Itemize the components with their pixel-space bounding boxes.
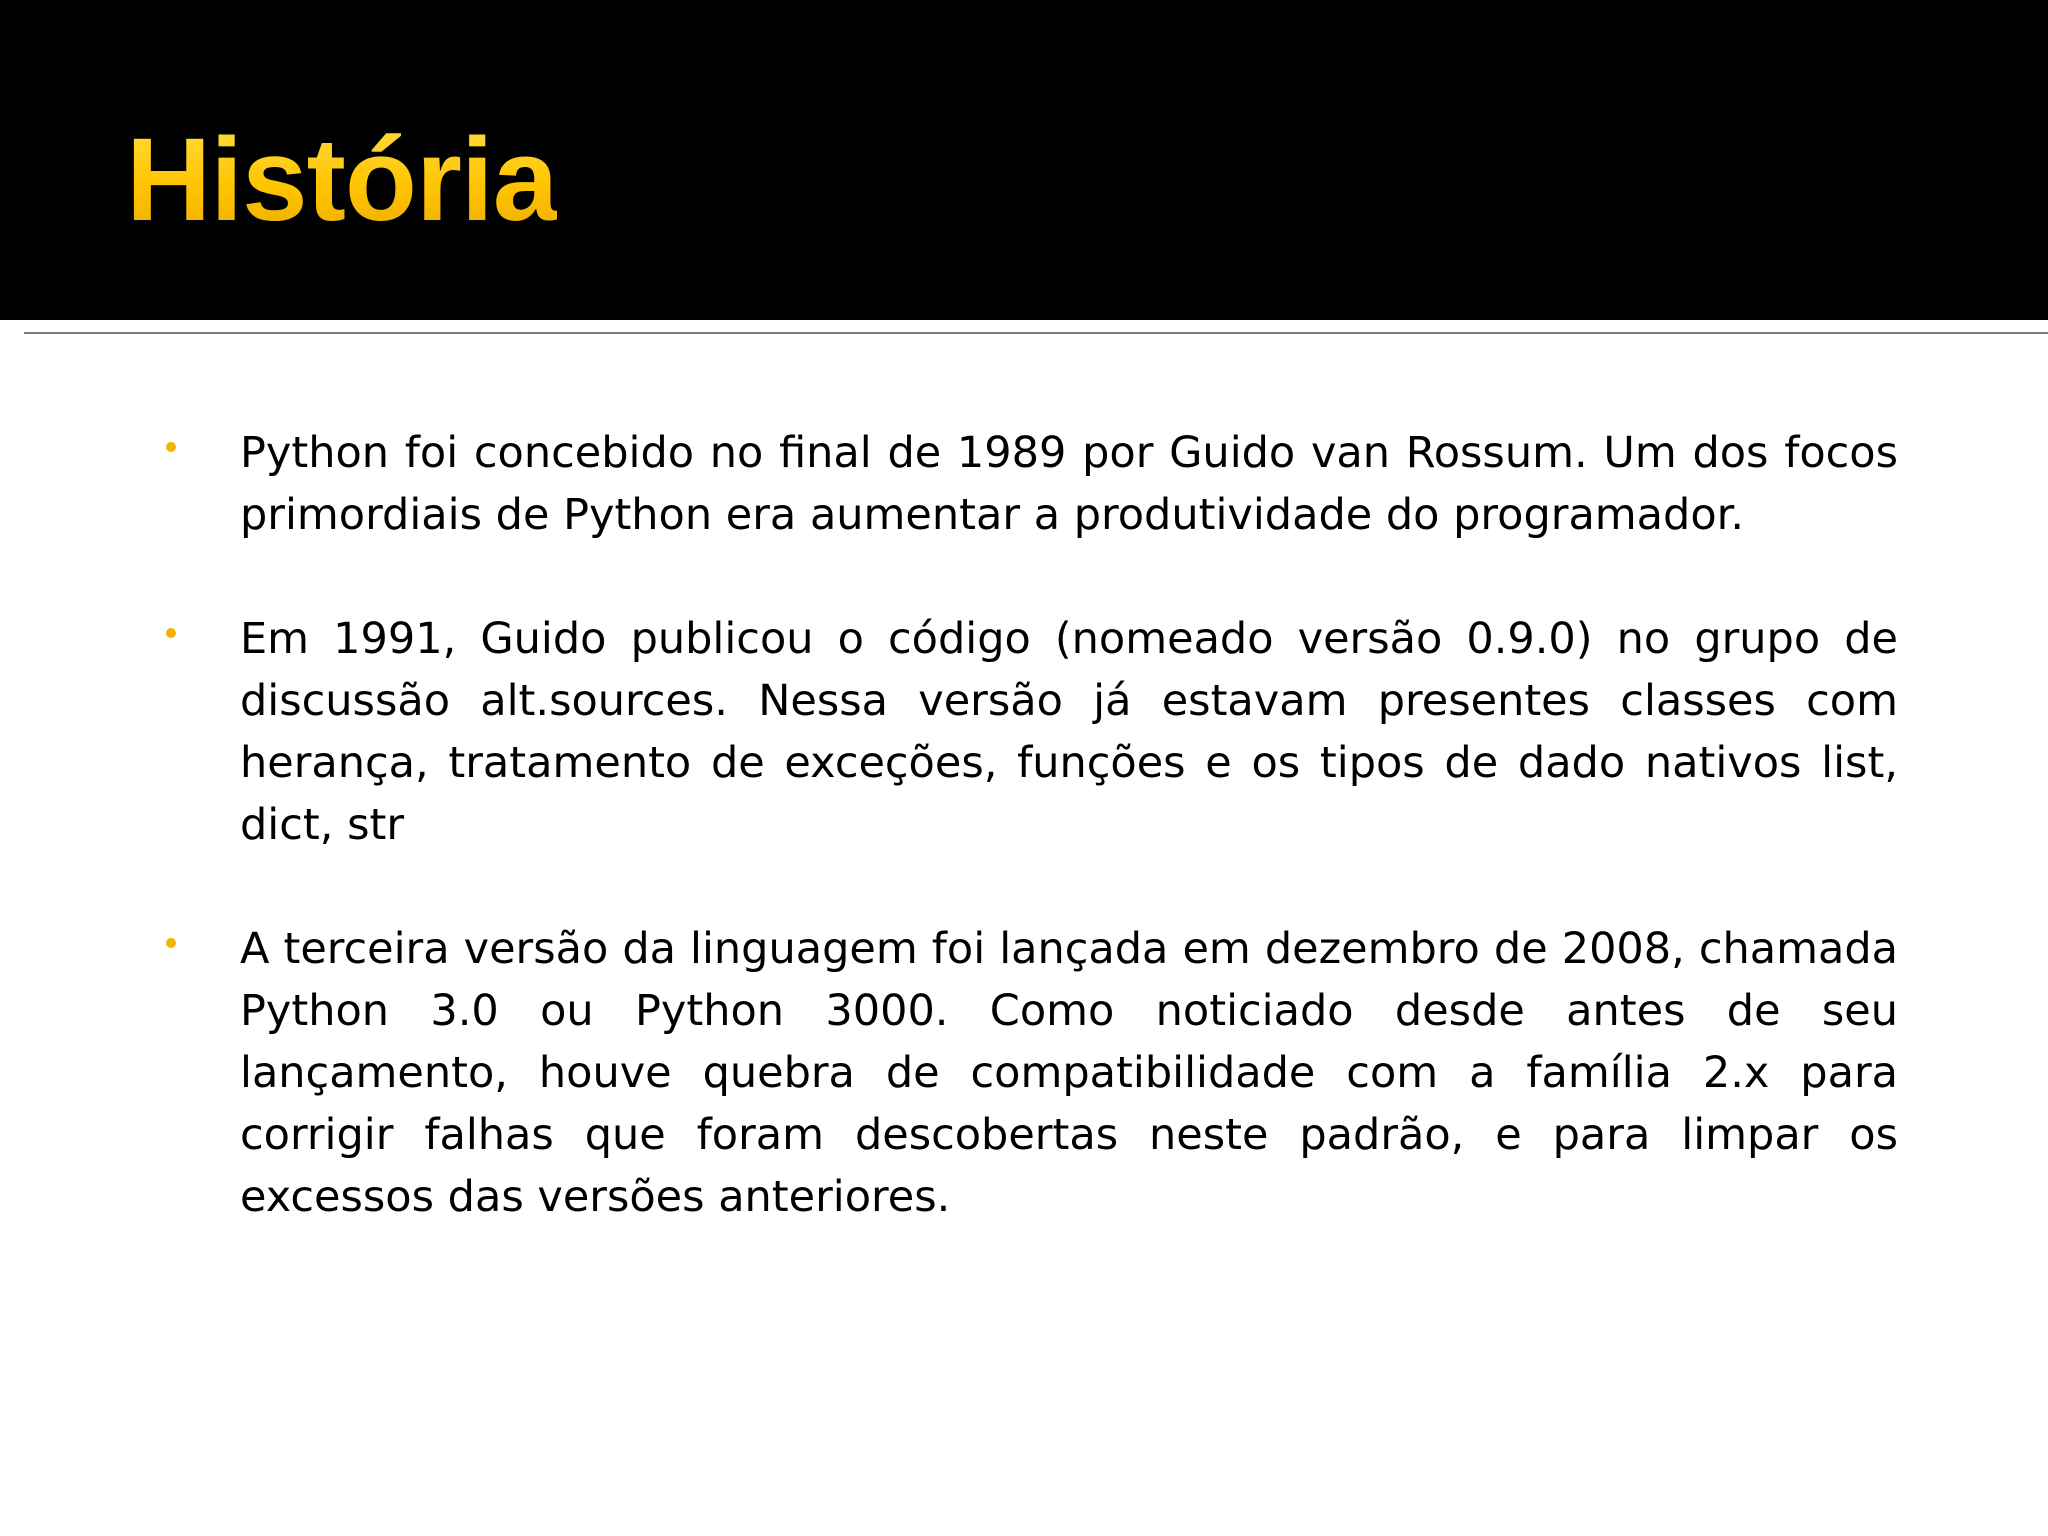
bullet-text: Python foi concebido no final de 1989 por Guido van Rossum. Um dos focos primordiais de Python era aumentar a produtividade do programador. [240, 428, 1898, 540]
bullet-item [150, 422, 1898, 546]
bullet-dot-icon [166, 442, 176, 452]
bullet-dot-icon [166, 628, 176, 638]
divider-line [24, 332, 2048, 334]
bullet-item [150, 608, 1898, 856]
slide-title: História [126, 110, 557, 250]
bullet-text: A terceira versão da linguagem foi lançada em dezembro de 2008, chamada Python 3.0 ou Python 3000. Como noticiado desde antes de seu lançamento, houve quebra de compatibilidade com a família 2.x para corrigir falhas que foram descobertas neste padrão, e para limpar os excessos das versões anteriores. [240, 924, 1898, 1222]
bullet-list [150, 422, 1898, 1290]
bullet-dot-icon [166, 938, 176, 948]
bullet-item [150, 918, 1898, 1228]
title-bar [0, 0, 2048, 320]
bullet-text: Em 1991, Guido publicou o código (nomeado versão 0.9.0) no grupo de discussão alt.sources. Nessa versão já estavam presentes classes com herança, tratamento de exceções, funções e os tipos de dado nativos list, dict, str [240, 614, 1898, 850]
